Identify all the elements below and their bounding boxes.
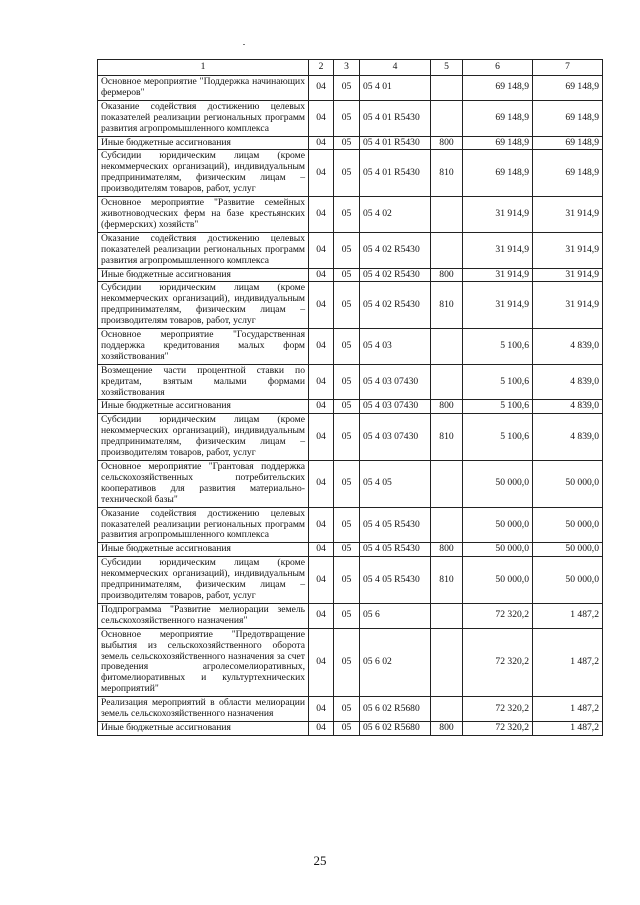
amount-2019-cell: 31 914,9 — [463, 282, 533, 329]
subsection-code-cell: 05 — [334, 543, 360, 557]
col-header-2: 2 — [309, 60, 334, 76]
table-row — [98, 628, 603, 696]
table-row — [98, 100, 603, 136]
amount-2020-cell: 31 914,9 — [533, 282, 603, 329]
row-name-cell: Основное мероприятие "Предотвращение выбытия из сельскохозяйственного оборота земель сельскохозяйственного назначения за счет проведения агролесомелиоративных, фитомелиоративных и культуртехнических мероприятий" — [98, 628, 309, 696]
amount-2020-cell: 31 914,9 — [533, 232, 603, 268]
section-code-cell: 04 — [309, 603, 334, 628]
col-header-3: 3 — [334, 60, 360, 76]
target-code-cell: 05 4 05 R5430 — [360, 557, 431, 604]
subsection-code-cell: 05 — [334, 76, 360, 101]
amount-2020-cell: 1 487,2 — [533, 697, 603, 722]
amount-2019-cell: 72 320,2 — [463, 697, 533, 722]
row-name-cell: Субсидии юридическим лицам (кроме некоммерческих организаций), индивидуальным предпринимателям, физическим лицам – производителям товаров, работ, услуг — [98, 557, 309, 604]
amount-2020-cell: 50 000,0 — [533, 461, 603, 508]
amount-2019-cell: 5 100,6 — [463, 329, 533, 365]
expense-type-cell — [431, 603, 463, 628]
amount-2019-cell: 31 914,9 — [463, 197, 533, 233]
target-code-cell: 05 4 05 R5430 — [360, 543, 431, 557]
amount-2020-cell: 50 000,0 — [533, 557, 603, 604]
amount-2019-cell: 50 000,0 — [463, 507, 533, 543]
expense-type-cell — [431, 232, 463, 268]
target-code-cell: 05 6 02 — [360, 628, 431, 696]
subsection-code-cell: 05 — [334, 697, 360, 722]
target-code-cell: 05 4 02 — [360, 197, 431, 233]
subsection-code-cell: 05 — [334, 414, 360, 461]
row-name-cell: Иные бюджетные ассигнования — [98, 136, 309, 150]
amount-2019-cell: 69 148,9 — [463, 76, 533, 101]
section-code-cell: 04 — [309, 364, 334, 400]
row-name-cell: Иные бюджетные ассигнования — [98, 721, 309, 735]
section-code-cell: 04 — [309, 76, 334, 101]
amount-2020-cell: 31 914,9 — [533, 268, 603, 282]
col-header-4: 4 — [360, 60, 431, 76]
amount-2020-cell: 69 148,9 — [533, 150, 603, 197]
target-code-cell: 05 6 02 R5680 — [360, 721, 431, 735]
amount-2019-cell: 72 320,2 — [463, 603, 533, 628]
amount-2020-cell: 4 839,0 — [533, 364, 603, 400]
section-code-cell: 04 — [309, 197, 334, 233]
target-code-cell: 05 4 01 — [360, 76, 431, 101]
amount-2019-cell: 31 914,9 — [463, 232, 533, 268]
amount-2019-cell: 5 100,6 — [463, 414, 533, 461]
table-row — [98, 721, 603, 735]
subsection-code-cell: 05 — [334, 136, 360, 150]
target-code-cell: 05 6 02 R5680 — [360, 697, 431, 722]
page-number: 25 — [313, 853, 327, 868]
subsection-code-cell: 05 — [334, 282, 360, 329]
subsection-code-cell: 05 — [334, 232, 360, 268]
subsection-code-cell: 05 — [334, 461, 360, 508]
amount-2019-cell: 50 000,0 — [463, 543, 533, 557]
subsection-code-cell: 05 — [334, 364, 360, 400]
amount-2019-cell: 69 148,9 — [463, 136, 533, 150]
subsection-code-cell: 05 — [334, 329, 360, 365]
row-name-cell: Возмещение части процентной ставки по кредитам, взятым малыми формами хозяйствования — [98, 364, 309, 400]
row-name-cell: Оказание содействия достижению целевых показателей реализации региональных программ развития агропромышленного комплекса — [98, 507, 309, 543]
subsection-code-cell: 05 — [334, 100, 360, 136]
target-code-cell: 05 4 05 R5430 — [360, 507, 431, 543]
table-row — [98, 461, 603, 508]
table-row — [98, 268, 603, 282]
amount-2020-cell: 4 839,0 — [533, 400, 603, 414]
subsection-code-cell: 05 — [334, 150, 360, 197]
col-header-7: 7 — [533, 60, 603, 76]
amount-2020-cell: 1 487,2 — [533, 603, 603, 628]
row-name-cell: Оказание содействия достижению целевых показателей реализации региональных программ развития агропромышленного комплекса — [98, 232, 309, 268]
col-header-1: 1 — [98, 60, 309, 76]
expense-type-cell: 810 — [431, 557, 463, 604]
subsection-code-cell: 05 — [334, 557, 360, 604]
section-code-cell: 04 — [309, 329, 334, 365]
table-row — [98, 557, 603, 604]
amount-2020-cell: 50 000,0 — [533, 507, 603, 543]
section-code-cell: 04 — [309, 232, 334, 268]
expense-type-cell — [431, 364, 463, 400]
table-row — [98, 697, 603, 722]
table-row — [98, 543, 603, 557]
amount-2020-cell: 4 839,0 — [533, 329, 603, 365]
target-code-cell: 05 4 02 R5430 — [360, 268, 431, 282]
target-code-cell: 05 6 — [360, 603, 431, 628]
expense-type-cell — [431, 76, 463, 101]
table-row — [98, 414, 603, 461]
section-code-cell: 04 — [309, 414, 334, 461]
target-code-cell: 05 4 05 — [360, 461, 431, 508]
section-code-cell: 04 — [309, 100, 334, 136]
expense-type-cell — [431, 507, 463, 543]
row-name-cell: Основное мероприятие "Поддержка начинающих фермеров" — [98, 76, 309, 101]
row-name-cell: Субсидии юридическим лицам (кроме некоммерческих организаций), индивидуальным предпринимателям, физическим лицам – производителям товаров, работ, услуг — [98, 282, 309, 329]
amount-2020-cell: 31 914,9 — [533, 197, 603, 233]
table-row — [98, 507, 603, 543]
target-code-cell: 05 4 01 R5430 — [360, 136, 431, 150]
row-name-cell: Субсидии юридическим лицам (кроме некоммерческих организаций), индивидуальным предпринимателям, физическим лицам – производителям товаров, работ, услуг — [98, 414, 309, 461]
amount-2020-cell: 69 148,9 — [533, 76, 603, 101]
section-code-cell: 04 — [309, 150, 334, 197]
scan-speck — [243, 44, 245, 45]
table-row — [98, 76, 603, 101]
amount-2019-cell: 5 100,6 — [463, 364, 533, 400]
amount-2020-cell: 50 000,0 — [533, 543, 603, 557]
row-name-cell: Реализация мероприятий в области мелиорации земель сельскохозяйственного назначения — [98, 697, 309, 722]
amount-2020-cell: 4 839,0 — [533, 414, 603, 461]
row-name-cell: Основное мероприятие "Государственная поддержка кредитования малых форм хозяйствования" — [98, 329, 309, 365]
expense-type-cell: 810 — [431, 282, 463, 329]
table-row — [98, 603, 603, 628]
table-row — [98, 400, 603, 414]
section-code-cell: 04 — [309, 268, 334, 282]
table-row — [98, 282, 603, 329]
target-code-cell: 05 4 03 07430 — [360, 414, 431, 461]
amount-2019-cell: 50 000,0 — [463, 461, 533, 508]
amount-2019-cell: 50 000,0 — [463, 557, 533, 604]
amount-2020-cell: 69 148,9 — [533, 100, 603, 136]
table-row — [98, 232, 603, 268]
col-header-5: 5 — [431, 60, 463, 76]
row-name-cell: Основное мероприятие "Грантовая поддержка сельскохозяйственных потребительских кооперативов для развития материально-технической базы" — [98, 461, 309, 508]
amount-2020-cell: 1 487,2 — [533, 721, 603, 735]
target-code-cell: 05 4 03 07430 — [360, 364, 431, 400]
table-row — [98, 197, 603, 233]
row-name-cell: Подпрограмма "Развитие мелиорации земель сельскохозяйственного назначения" — [98, 603, 309, 628]
subsection-code-cell: 05 — [334, 507, 360, 543]
table-row — [98, 150, 603, 197]
amount-2019-cell: 5 100,6 — [463, 400, 533, 414]
subsection-code-cell: 05 — [334, 721, 360, 735]
header-row — [98, 60, 603, 76]
expense-type-cell: 810 — [431, 150, 463, 197]
target-code-cell: 05 4 02 R5430 — [360, 232, 431, 268]
amount-2019-cell: 31 914,9 — [463, 268, 533, 282]
subsection-code-cell: 05 — [334, 268, 360, 282]
target-code-cell: 05 4 01 R5430 — [360, 100, 431, 136]
section-code-cell: 04 — [309, 628, 334, 696]
amount-2020-cell: 69 148,9 — [533, 136, 603, 150]
section-code-cell: 04 — [309, 461, 334, 508]
row-name-cell: Иные бюджетные ассигнования — [98, 400, 309, 414]
subsection-code-cell: 05 — [334, 197, 360, 233]
table-row — [98, 364, 603, 400]
section-code-cell: 04 — [309, 543, 334, 557]
expense-type-cell — [431, 697, 463, 722]
expense-type-cell — [431, 197, 463, 233]
target-code-cell: 05 4 02 R5430 — [360, 282, 431, 329]
section-code-cell: 04 — [309, 697, 334, 722]
expense-type-cell: 800 — [431, 268, 463, 282]
subsection-code-cell: 05 — [334, 603, 360, 628]
row-name-cell: Оказание содействия достижению целевых показателей реализации региональных программ развития агропромышленного комплекса — [98, 100, 309, 136]
expense-type-cell: 810 — [431, 414, 463, 461]
section-code-cell: 04 — [309, 282, 334, 329]
target-code-cell: 05 4 03 07430 — [360, 400, 431, 414]
expense-type-cell: 800 — [431, 721, 463, 735]
row-name-cell: Основное мероприятие "Развитие семейных животноводческих ферм на базе крестьянских (фермерских) хозяйств" — [98, 197, 309, 233]
table-row — [98, 329, 603, 365]
section-code-cell: 04 — [309, 136, 334, 150]
row-name-cell: Иные бюджетные ассигнования — [98, 268, 309, 282]
amount-2019-cell: 69 148,9 — [463, 100, 533, 136]
amount-2020-cell: 1 487,2 — [533, 628, 603, 696]
subsection-code-cell: 05 — [334, 628, 360, 696]
subsection-code-cell: 05 — [334, 400, 360, 414]
target-code-cell: 05 4 01 R5430 — [360, 150, 431, 197]
col-header-6: 6 — [463, 60, 533, 76]
expense-type-cell — [431, 628, 463, 696]
expense-type-cell — [431, 461, 463, 508]
expense-type-cell — [431, 100, 463, 136]
expense-type-cell: 800 — [431, 136, 463, 150]
section-code-cell: 04 — [309, 507, 334, 543]
expense-type-cell: 800 — [431, 543, 463, 557]
amount-2019-cell: 69 148,9 — [463, 150, 533, 197]
expense-type-cell: 800 — [431, 400, 463, 414]
target-code-cell: 05 4 03 — [360, 329, 431, 365]
row-name-cell: Иные бюджетные ассигнования — [98, 543, 309, 557]
amount-2019-cell: 72 320,2 — [463, 628, 533, 696]
table-row — [98, 136, 603, 150]
expense-type-cell — [431, 329, 463, 365]
amount-2019-cell: 72 320,2 — [463, 721, 533, 735]
row-name-cell: Субсидии юридическим лицам (кроме некоммерческих организаций), индивидуальным предпринимателям, физическим лицам – производителям товаров, работ, услуг — [98, 150, 309, 197]
budget-table — [97, 59, 603, 736]
section-code-cell: 04 — [309, 557, 334, 604]
section-code-cell: 04 — [309, 400, 334, 414]
section-code-cell: 04 — [309, 721, 334, 735]
